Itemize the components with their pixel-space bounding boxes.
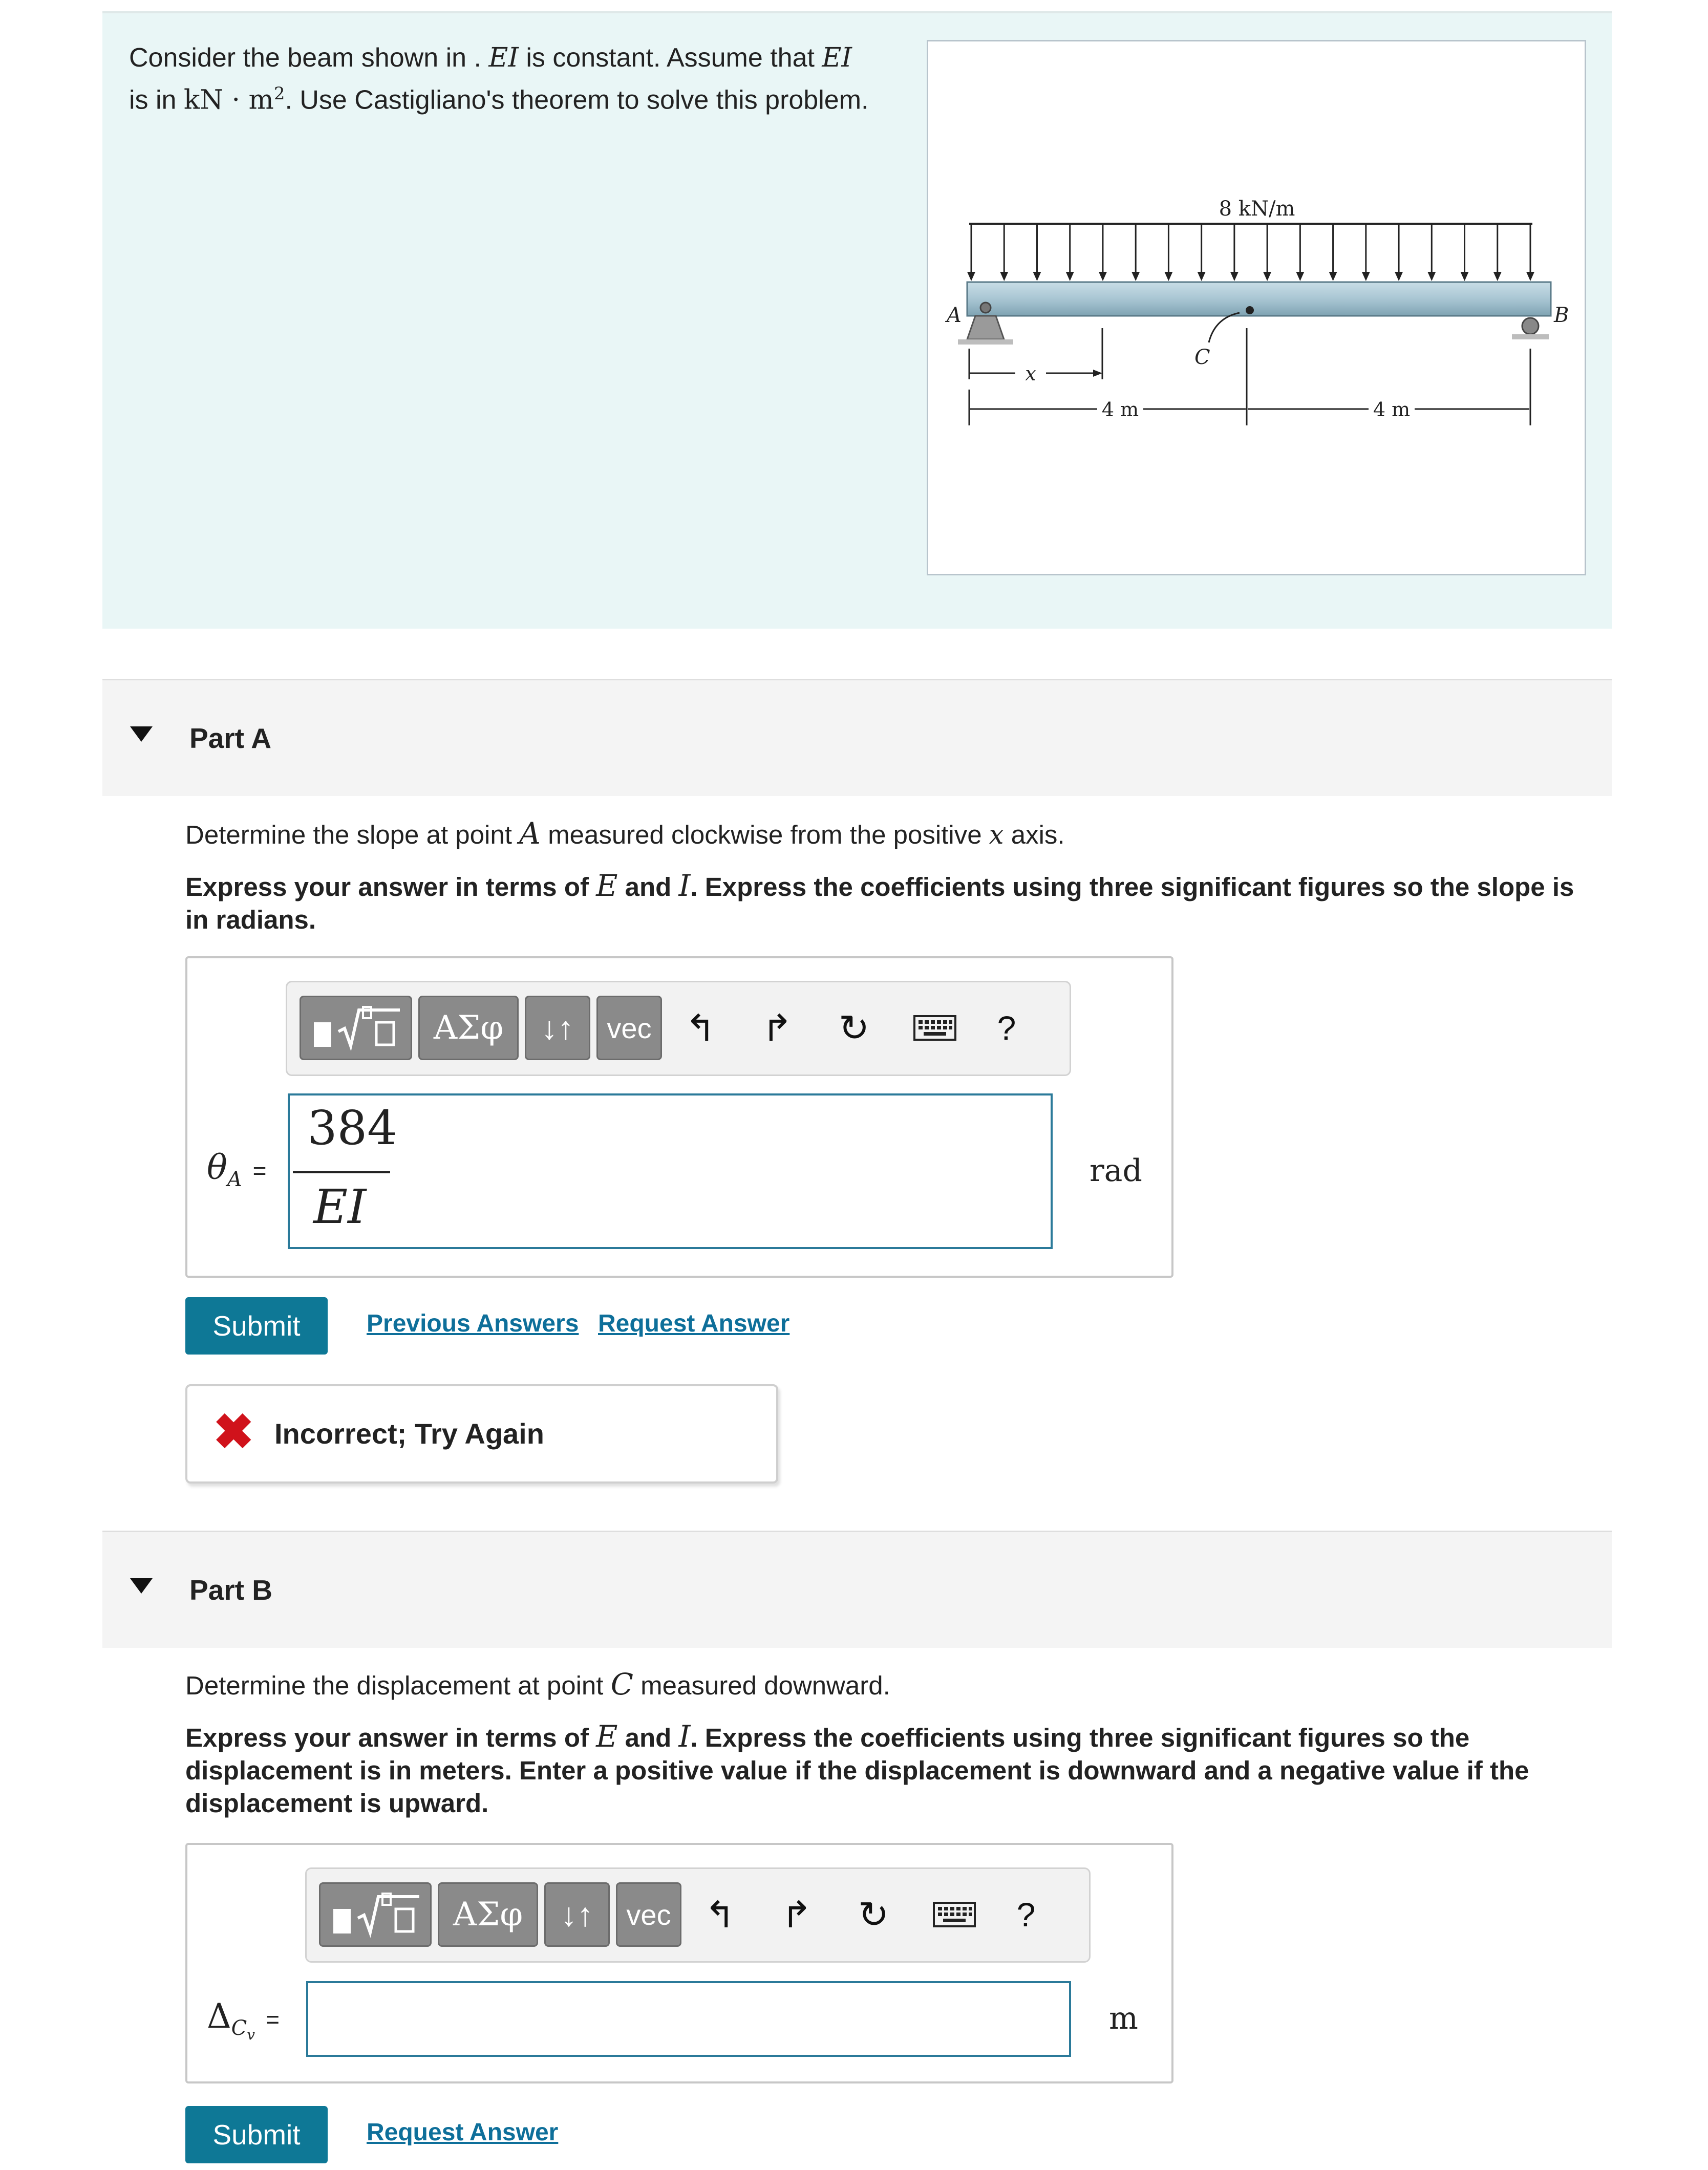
point-a-label: A [947, 304, 962, 327]
part-a-instructions [185, 869, 1619, 936]
problem-text-part: Consider the beam shown in . [129, 43, 489, 73]
math-toolbar [305, 1867, 1091, 1963]
question-text: measured downward. [633, 1671, 890, 1700]
undo-icon[interactable]: ↰ [704, 1895, 736, 1936]
units-exponent: 2 [273, 83, 285, 104]
unit-rad: rad [1090, 1153, 1142, 1189]
previous-answers-link[interactable]: Previous Answers [367, 1310, 579, 1337]
math-toolbar [286, 981, 1071, 1076]
feedback-box [185, 1384, 778, 1484]
distributed-load-arrows [967, 224, 1534, 281]
radical-template-icon [310, 1005, 402, 1051]
part-b-title: Part B [189, 1574, 272, 1606]
part-b-instructions [185, 1720, 1619, 1820]
ei-symbol: EI [488, 42, 519, 73]
delta-cv-input[interactable] [306, 1981, 1071, 2057]
problem-text [129, 40, 887, 118]
incorrect-x-icon: ✖ [213, 1405, 254, 1459]
theta-a-label [207, 1148, 267, 1191]
load-arrow-head [1526, 272, 1534, 281]
load-arrow-head [1230, 272, 1239, 281]
units-symbol: kN · m [183, 84, 274, 116]
point-c-leader [1209, 313, 1240, 342]
problem-text-part: is in [129, 85, 184, 115]
point-symbol: A [519, 816, 541, 851]
greek-symbols-button[interactable]: ΑΣφ [438, 1882, 538, 1947]
problem-line-1 [129, 40, 887, 76]
question-text: Determine the displacement at point [185, 1671, 611, 1700]
instructions-text: and [617, 1723, 679, 1752]
redo-icon[interactable]: ↱ [761, 1008, 793, 1049]
part-a-question [185, 817, 1619, 852]
collapse-triangle-icon[interactable] [130, 1578, 153, 1594]
question-text: Determine the slope at point [185, 820, 520, 849]
instructions-text: and [617, 872, 679, 901]
load-arrow-head [1427, 272, 1436, 281]
x-label: x [1025, 362, 1036, 385]
help-button[interactable]: ? [1016, 1896, 1036, 1933]
load-arrow-head [1131, 272, 1140, 281]
x-dim-arrow [1093, 370, 1102, 377]
equals-sign: = [252, 1157, 267, 1184]
load-arrow-head [1493, 272, 1502, 281]
subscript-superscript-button[interactable]: ↓↑ [544, 1882, 610, 1947]
load-arrow-head [1000, 272, 1008, 281]
feedback-message: Incorrect; Try Again [274, 1417, 544, 1450]
greek-symbols-button[interactable]: ΑΣφ [418, 996, 519, 1060]
load-arrow-head [1296, 272, 1304, 281]
vector-button[interactable]: vec [596, 996, 662, 1060]
i-symbol: I [678, 1719, 691, 1754]
load-arrow-head [1395, 272, 1403, 281]
problem-line-2 [129, 76, 887, 118]
instructions-line [185, 1720, 1619, 1754]
reset-icon[interactable]: ↻ [858, 1895, 889, 1936]
point-b-label: B [1554, 304, 1569, 327]
templates-button[interactable] [319, 1882, 432, 1947]
part-a-header[interactable] [102, 679, 1612, 796]
vector-button[interactable]: vec [616, 1882, 681, 1947]
instructions-text: displacement is upward. [185, 1789, 489, 1818]
part-b-header[interactable] [102, 1531, 1612, 1648]
equals-sign: = [266, 2006, 280, 2033]
templates-button[interactable] [300, 996, 412, 1060]
dim-left-label: 4 m [1101, 398, 1139, 421]
ei-symbol: EI [822, 42, 852, 73]
numerator: 384 [307, 1101, 397, 1155]
request-answer-link-part-a[interactable]: Request Answer [598, 1310, 790, 1337]
submit-button-part-b[interactable]: Submit [185, 2106, 328, 2163]
keyboard-icon[interactable] [926, 1886, 983, 1943]
delta-symbol: Δ [207, 1996, 231, 2036]
beam [967, 282, 1551, 316]
help-button[interactable]: ? [997, 1009, 1016, 1047]
x-symbol: x [989, 820, 1004, 850]
instructions-text: Express your answer in terms of [185, 872, 596, 901]
load-arrow-head [1263, 272, 1271, 281]
load-arrow-head [967, 272, 975, 281]
redo-icon[interactable]: ↱ [781, 1895, 813, 1936]
point-c-marker [1246, 306, 1254, 314]
collapse-triangle-icon[interactable] [130, 726, 153, 742]
denominator: EI [313, 1179, 367, 1234]
delta-cv-label [207, 1996, 280, 2043]
beam-figure [927, 40, 1586, 575]
unit-m: m [1109, 2001, 1138, 2036]
point-symbol: C [610, 1667, 634, 1702]
load-arrow-head [1033, 272, 1041, 281]
problem-statement [102, 11, 1612, 629]
radical-template-icon [329, 1892, 421, 1938]
fraction-bar [293, 1171, 390, 1173]
delta-sub-subscript: v [247, 2026, 255, 2044]
part-a-answer-box [185, 956, 1173, 1278]
reset-icon[interactable]: ↻ [838, 1008, 870, 1049]
load-arrow-head [1198, 272, 1206, 281]
theta-subscript: A [227, 1168, 242, 1192]
load-arrow-head [1164, 272, 1172, 281]
roller-support-b [1512, 318, 1549, 339]
question-text: measured clockwise from the positive [540, 820, 989, 849]
part-b-answer-box [185, 1843, 1173, 2083]
subscript-superscript-button[interactable]: ↓↑ [525, 996, 590, 1060]
load-arrow-head [1329, 272, 1337, 281]
dim-right-label: 4 m [1373, 398, 1411, 421]
instructions-text: . Express the coefficients using three significant figures so the slope is [690, 872, 1574, 901]
part-a-title: Part A [189, 722, 271, 754]
question-text: axis. [1004, 820, 1065, 849]
instructions-line [185, 869, 1619, 904]
point-c-label: C [1194, 346, 1210, 369]
request-answer-link-part-b[interactable]: Request Answer [367, 2119, 559, 2146]
submit-button-part-a[interactable]: Submit [185, 1297, 328, 1355]
beam-diagram [928, 41, 1585, 574]
instructions-text: displacement is in meters. Enter a positive value if the displacement is downward and a negative value if the [185, 1756, 1529, 1785]
part-b-question [185, 1668, 1619, 1702]
i-symbol: I [678, 868, 691, 903]
theta-symbol: θ [207, 1148, 227, 1187]
load-label: 8 kN/m [1219, 197, 1295, 221]
load-arrow-head [1066, 272, 1074, 281]
e-symbol: E [596, 868, 618, 903]
instructions-text: . Express the coefficients using three significant figures so the [690, 1723, 1470, 1752]
instructions-text: Express your answer in terms of [185, 1723, 596, 1752]
load-arrow-head [1362, 272, 1370, 281]
keyboard-icon[interactable] [907, 1000, 963, 1056]
undo-icon[interactable]: ↰ [685, 1008, 716, 1049]
problem-text-part: . Use Castigliano's theorem to solve this problem. [285, 85, 869, 115]
theta-a-input[interactable] [288, 1093, 1053, 1249]
e-symbol: E [596, 1719, 618, 1754]
problem-text-part: is constant. Assume that [518, 43, 822, 73]
instructions-text: in radians. [185, 905, 316, 934]
delta-subscript: C [231, 2016, 247, 2040]
load-arrow-head [1461, 272, 1469, 281]
load-arrow-head [1099, 272, 1107, 281]
